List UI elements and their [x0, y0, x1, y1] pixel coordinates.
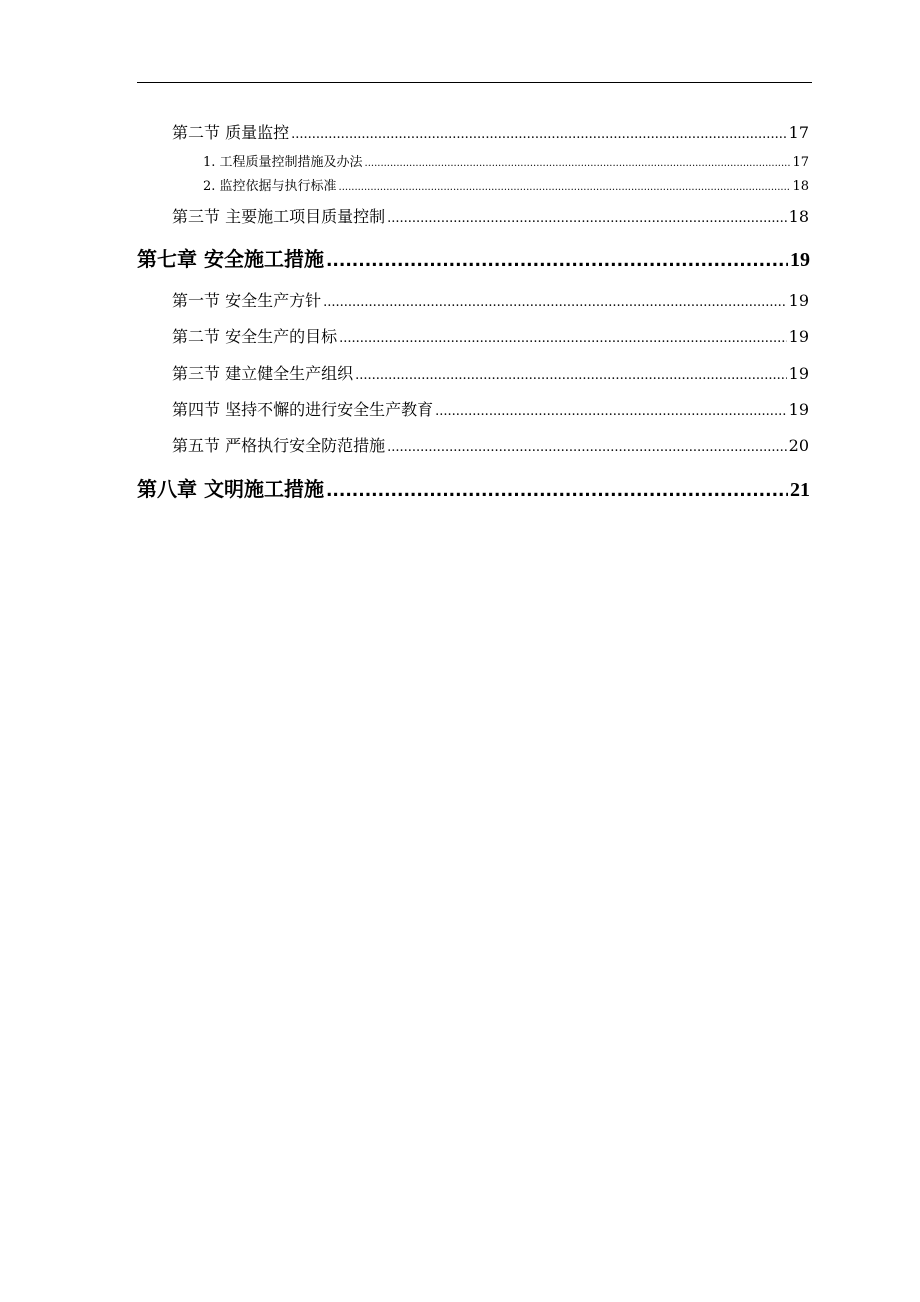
toc-entry-page: 17: [792, 155, 809, 170]
dot-leader: [387, 440, 787, 455]
dot-leader: [365, 158, 791, 169]
dot-leader: [326, 481, 788, 501]
toc-entry-section[interactable]: [172, 288, 809, 311]
dot-leader: [339, 182, 791, 193]
toc-entry-item[interactable]: [203, 175, 809, 194]
toc-entry-section[interactable]: [172, 361, 809, 384]
toc-entry-title: 第五节 严格执行安全防范措施: [172, 436, 386, 455]
dot-leader: [355, 368, 787, 383]
toc-entry-title: 第四节 坚持不懈的进行安全生产教育: [172, 400, 434, 419]
toc-entry-page: 17: [788, 123, 809, 142]
toc-entry-title: 第二节 安全生产的目标: [172, 327, 338, 346]
toc-entry-title: 第七章 安全施工措施: [137, 247, 324, 271]
header-rule: [137, 82, 812, 83]
toc-entry-page: 19: [790, 249, 810, 271]
toc-entry-section[interactable]: [172, 433, 809, 456]
dot-leader: [435, 404, 787, 419]
toc-entry-title: 第一节 安全生产方针: [172, 291, 322, 310]
toc-entry-chapter[interactable]: [137, 243, 810, 272]
toc-entry-page: 19: [788, 400, 809, 419]
toc-entry-page: 18: [788, 207, 809, 226]
toc-entry-item[interactable]: [203, 151, 809, 170]
toc-entry-page: 19: [788, 327, 809, 346]
toc-entry-title: 1. 工程质量控制措施及办法: [203, 155, 363, 170]
toc-entry-title: 第三节 建立健全生产组织: [172, 364, 354, 383]
dot-leader: [291, 127, 787, 142]
toc-entry-page: 19: [788, 291, 809, 310]
toc-entry-page: 18: [792, 179, 809, 194]
dot-leader: [323, 295, 787, 310]
toc-entry-section[interactable]: [172, 324, 809, 347]
toc-entry-page: 21: [790, 479, 810, 501]
toc-entry-page: 20: [788, 436, 809, 455]
toc-entry-title: 第二节 质量监控: [172, 123, 290, 142]
toc-entry-section[interactable]: [172, 120, 809, 143]
toc-entry-section[interactable]: [172, 397, 809, 420]
dot-leader: [339, 331, 787, 346]
toc-entry-page: 19: [788, 364, 809, 383]
toc-entry-title: 第八章 文明施工措施: [137, 477, 324, 501]
dot-leader: [387, 211, 787, 226]
toc-entry-title: 第三节 主要施工项目质量控制: [172, 207, 386, 226]
dot-leader: [326, 251, 788, 271]
toc-entry-section[interactable]: [172, 204, 809, 227]
toc-entry-title: 2. 监控依据与执行标准: [203, 179, 337, 194]
toc-entry-chapter[interactable]: [137, 473, 810, 502]
